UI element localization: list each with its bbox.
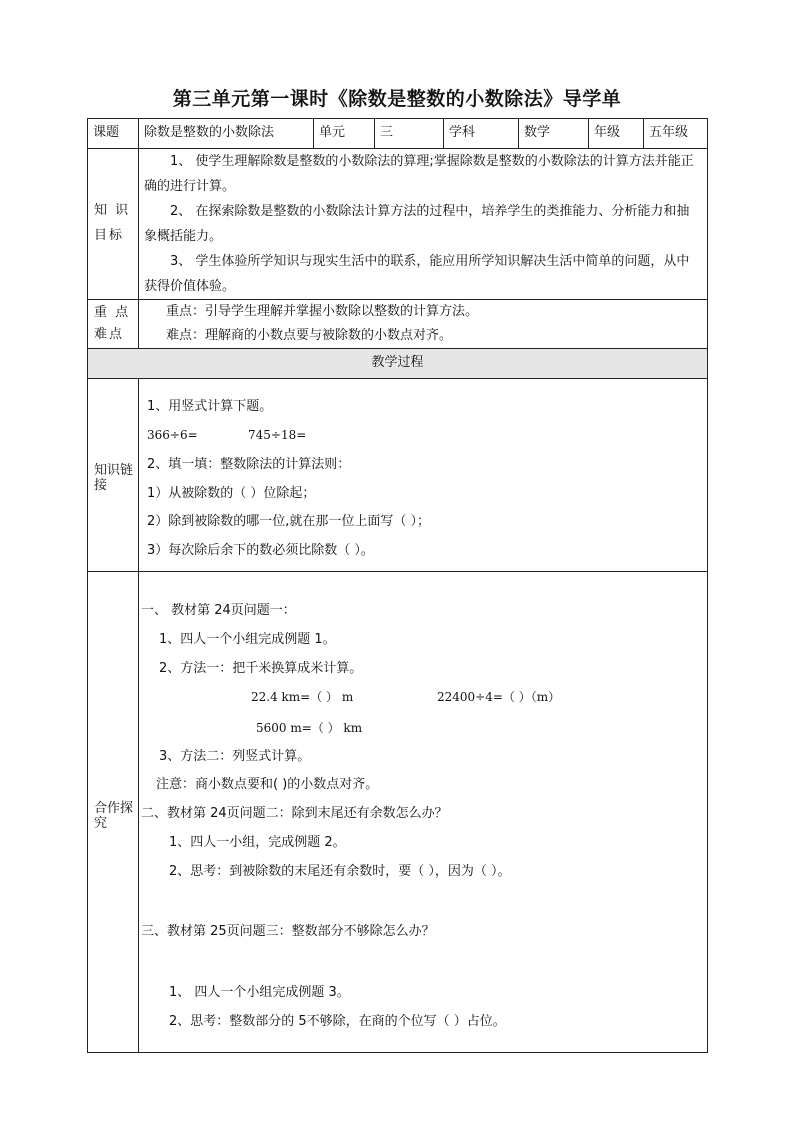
link-line: 3）每次除后余下的数必须比除数（ ）。	[147, 543, 374, 559]
grade-value: 五年级	[644, 119, 708, 149]
link-content	[139, 379, 708, 572]
goal-item: 2、 在探索除数是整数的小数除法计算方法的过程中，培养学生的类推能力、分析能力和抽象概括能力。	[144, 204, 690, 244]
explore-content	[139, 572, 708, 1053]
explore-line: 3、方法二：列竖式计算。	[159, 748, 311, 764]
explore-label: 合作探究	[88, 572, 139, 1053]
topic-label: 课题	[88, 119, 139, 149]
explore-line: 1、四人一个小组完成例题 1。	[159, 631, 336, 647]
keys-label-line2: 难点	[94, 327, 125, 342]
topic-value: 除数是整数的小数除法	[139, 119, 314, 149]
exercise-2: 745÷18=	[248, 427, 307, 442]
key-point: 重点：引导学生理解并掌握小数除以整数的计算方法。	[166, 304, 479, 319]
goal-item: 3、 学生体验所学知识与现实生活中的联系，能应用所学知识解决生活中简单的问题，从中获得价值体验。	[144, 254, 690, 294]
goals-label-line1: 知 识	[94, 203, 131, 219]
keys-label	[88, 300, 139, 349]
unit-label: 单元	[314, 119, 375, 149]
guide-table	[87, 118, 708, 1053]
unit-value: 三	[375, 119, 444, 149]
link-line: 2）除到被除数的哪一位,就在那一位上面写（ ）；	[147, 514, 431, 530]
link-line: 2、填一填：整数除法的计算法则：	[147, 456, 351, 472]
link-label: 知识链接	[88, 379, 139, 572]
explore-row	[88, 572, 708, 1053]
conversion-km: 22.4 km=（ ） m	[251, 689, 354, 704]
explore-section-3: 三、教材第 25页问题三：整数部分不够除怎么办？	[141, 924, 435, 940]
keys-content	[139, 300, 708, 349]
conversion-row	[141, 691, 702, 707]
subject-label: 学科	[444, 119, 519, 149]
explore-line: 2、方法一：把千米换算成米计算。	[159, 660, 363, 676]
conversion-divide: 22400÷4=（ ）（m）	[437, 689, 561, 704]
exercise-1: 366÷6=	[147, 427, 198, 442]
explore-line: 2、思考：整数部分的 5不够除，在商的个位写（ ）占位。	[169, 1014, 506, 1030]
link-exercises	[147, 429, 702, 445]
header-row	[88, 119, 708, 149]
link-row	[88, 379, 708, 572]
difficulty-point: 难点：理解商的小数点要与被除数的小数点对齐。	[166, 328, 453, 343]
process-row	[88, 349, 708, 379]
process-heading: 教学过程	[88, 349, 708, 379]
goals-label	[88, 149, 139, 300]
link-line: 1）从被除数的（ ）位除起；	[147, 485, 316, 501]
conversion-m: 5600 m=（ ） km	[256, 720, 363, 735]
keys-row	[88, 300, 708, 349]
link-line: 1、用竖式计算下题。	[147, 398, 273, 414]
explore-line: 1、四人一小组，完成例题 2。	[169, 835, 346, 851]
explore-line: 1、 四人一个小组完成例题 3。	[169, 985, 350, 1001]
goals-label-line2: 目标	[94, 228, 125, 243]
grade-label: 年级	[589, 119, 644, 149]
explore-section-1: 一、 教材第 24页问题一：	[141, 602, 296, 618]
goals-row	[88, 149, 708, 300]
explore-note: 注意：商小数点要和( )的小数点对齐。	[156, 777, 379, 793]
goals-content	[139, 149, 708, 300]
explore-line: 2、思考：到被除数的末尾还有余数时，要（ ），因为（ ）。	[169, 864, 511, 880]
keys-label-line1: 重 点	[94, 305, 131, 320]
goal-item: 1、 使学生理解除数是整数的小数除法的算理;掌握除数是整数的小数除法的计算方法并能正确的进行计算。	[144, 154, 694, 194]
explore-section-2: 二、教材第 24页问题二：除到末尾还有余数怎么办？	[141, 806, 448, 822]
page-title: 第三单元第一课时《除数是整数的小数除法》导学单	[172, 88, 622, 110]
subject-value: 数学	[519, 119, 589, 149]
